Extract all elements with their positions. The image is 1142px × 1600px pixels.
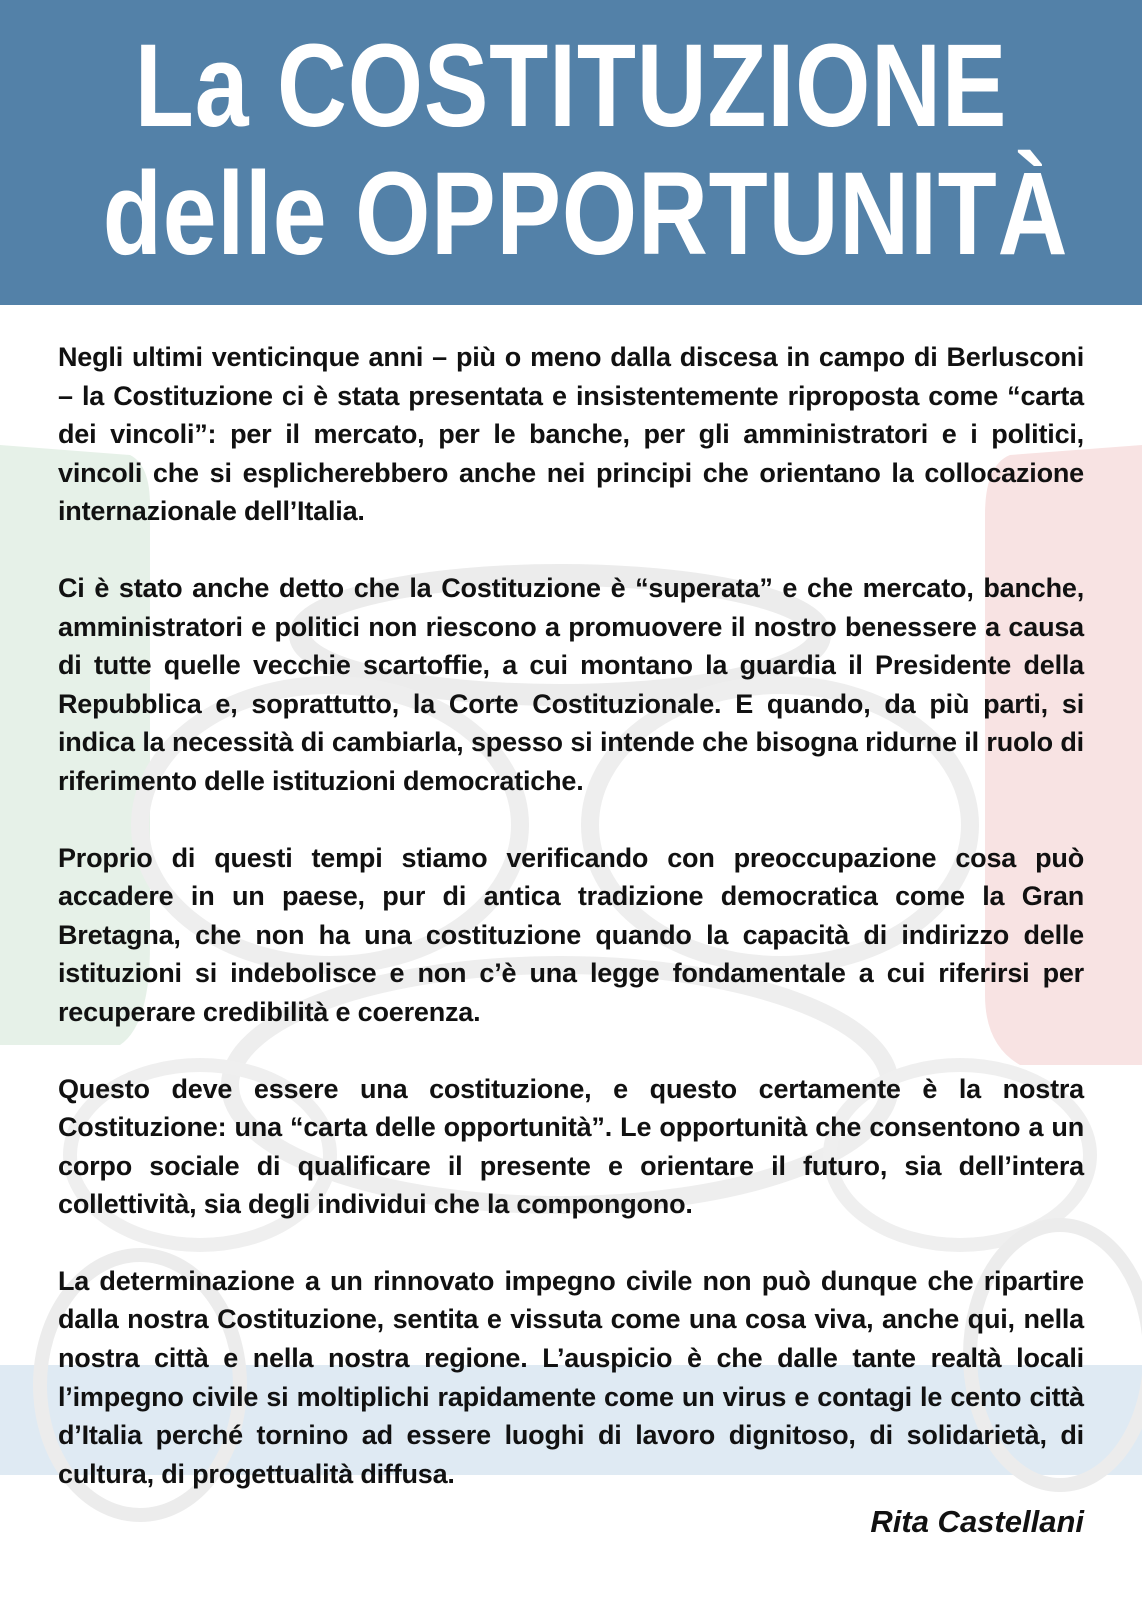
author-signature: Rita Castellani [870,1504,1084,1539]
title-banner [0,0,1142,305]
title-line-2: delle OPPORTUNITÀ [102,148,1069,280]
article-body [58,338,1084,1531]
paragraph-2: Ci è stato anche detto che la Costituzione è “superata” e che mercato, banche, amministratori e politici non riescono a promuovere il nostro benessere a causa di tutte quelle vecchie scartoffie, a cui montano la guardia il Presidente della Repubblica e, soprattutto, la Corte Costituzionale. E quando, da più parti, si indica la necessità di cambiarla, spesso si intende che bisogna ridurne il ruolo di riferimento delle istituzioni democratiche. [58,572,1084,796]
paragraph-5: La determinazione a un rinnovato impegno civile non può dunque che ripartire dalla nostra Costituzione, sentita e vissuta come una cosa viva, anche qui, nella nostra città e nella nostra regione. L’auspicio è che dalle tante realtà locali l’impegno civile si moltiplichi rapidamente come un virus e contagi le cento città d’Italia perché tornino ad essere luoghi di lavoro dignitoso, di solidarietà, di cultura, di progettualità diffusa. [58,1265,1084,1489]
title-line-1: La COSTITUZIONE [134,20,1008,152]
paragraph-3: Proprio di questi tempi stiamo verificando con preoccupazione cosa può accadere in un paese, pur di antica tradizione democratica come la Gran Bretagna, che non ha una costituzione quando la capacità di indirizzo delle istituzioni si indebolisce e non c’è una legge fondamentale a cui riferirsi per recuperare credibilità e coerenza. [58,842,1084,1027]
paragraph-4: Questo deve essere una costituzione, e questo certamente è la nostra Costituzione: una “carta delle opportunità”. Le opportunità che consentono a un corpo sociale di qualificare il presente e orientare il futuro, sia dell’intera collettività, sia degli individui che la compongono. [58,1073,1084,1220]
paragraph-1: Negli ultimi venticinque anni – più o meno dalla discesa in campo di Berlusconi – la Costituzione ci è stata presentata e insistentemente riproposta come “carta dei vincoli”: per il mercato, per le banche, per gli amministratori e i politici, vincoli che si esplicherebbero anche nei principi che orientano la collocazione internazionale dell’Italia. [58,342,1084,527]
